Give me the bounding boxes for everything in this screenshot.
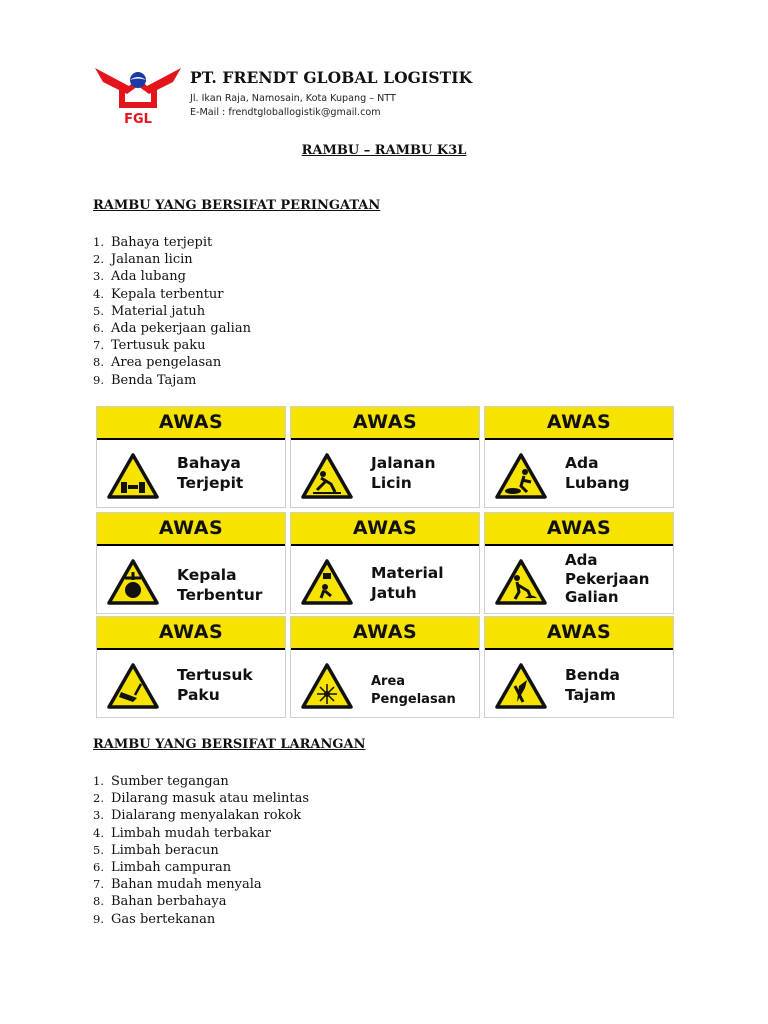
sign-label-line: Area xyxy=(371,674,406,689)
warning-section-heading: RAMBU YANG BERSIFAT PERINGATAN xyxy=(93,198,381,213)
list-item: 5. Material jatuh xyxy=(93,303,206,319)
list-item: 7. Tertusuk paku xyxy=(93,338,206,354)
sign-label-line: Jalanan xyxy=(371,454,436,472)
company-info xyxy=(190,68,472,118)
list-item: 3. Dialarang menyalakan rokok xyxy=(93,808,302,824)
head-bump-icon xyxy=(107,558,159,606)
list-item: 8. Bahan berbahaya xyxy=(93,894,227,910)
sign-jalanan-licin xyxy=(290,406,480,508)
sign-tertusuk-paku xyxy=(96,616,286,718)
warning-signs-grid xyxy=(96,406,674,718)
list-item: 6. Limbah campuran xyxy=(93,859,232,875)
sign-header: AWAS xyxy=(291,407,479,438)
sign-label-line: Material xyxy=(371,564,444,582)
document-title: RAMBU – RAMBU K3L xyxy=(301,143,467,158)
logo-text: FGL xyxy=(124,112,152,126)
sign-area-pengelasan xyxy=(290,616,480,718)
list-item: 4. Limbah mudah terbakar xyxy=(93,825,272,841)
sign-header: AWAS xyxy=(97,407,285,438)
sharp-object-icon xyxy=(495,662,547,710)
sign-label-line: Paku xyxy=(177,686,220,704)
list-item: 2. Jalanan licin xyxy=(93,252,193,268)
sign-label-line: Benda xyxy=(565,666,620,684)
sign-label-line: Kepala xyxy=(177,566,237,584)
sign-label-line: Pengelasan xyxy=(371,692,456,707)
list-item: 4. Kepala terbentur xyxy=(93,286,224,302)
sign-label-line: Tajam xyxy=(565,686,616,704)
list-item: 6. Ada pekerjaan galian xyxy=(93,320,251,336)
list-item: 3. Ada lubang xyxy=(93,269,186,285)
sign-ada-pekerjaan-galian xyxy=(484,512,674,614)
list-item: 9. Benda Tajam xyxy=(93,372,197,388)
sign-header: AWAS xyxy=(485,513,673,544)
sign-ada-lubang xyxy=(484,406,674,508)
welding-spark-icon xyxy=(301,662,353,710)
list-item: 1. Sumber tegangan xyxy=(93,774,229,789)
slippery-road-icon xyxy=(301,452,353,500)
list-item: 9. Gas bertekanan xyxy=(93,911,216,927)
sign-header: AWAS xyxy=(97,617,285,648)
sign-label-line: Pekerjaan xyxy=(565,569,650,588)
sign-bahaya-terjepit xyxy=(96,406,286,508)
digging-icon xyxy=(495,558,547,606)
sign-material-jatuh xyxy=(290,512,480,614)
company-email: E-Mail : frendtgloballogistik@gmail.com xyxy=(190,107,381,118)
sign-label-line: Bahaya xyxy=(177,454,241,472)
nail-puncture-icon xyxy=(107,662,159,710)
letterhead xyxy=(93,64,693,128)
list-item: 5. Limbah beracun xyxy=(93,842,219,858)
sign-kepala-terbentur xyxy=(96,512,286,614)
list-item: 1. Bahaya terjepit xyxy=(93,235,213,250)
sign-label-line: Ada xyxy=(565,551,598,569)
company-name: PT. FRENDT GLOBAL LOGISTIK xyxy=(190,68,473,87)
sign-header: AWAS xyxy=(291,617,479,648)
sign-benda-tajam xyxy=(484,616,674,718)
sign-label-line: Jatuh xyxy=(371,584,417,602)
list-item: 7. Bahan mudah menyala xyxy=(93,877,262,893)
prohibition-list xyxy=(93,773,309,928)
sign-header: AWAS xyxy=(485,407,673,438)
falling-material-icon xyxy=(301,558,353,606)
sign-label-line: Ada xyxy=(565,454,599,472)
sign-label-line: Licin xyxy=(371,474,412,492)
company-address: Jl. Ikan Raja, Namosain, Kota Kupang – NTT xyxy=(190,93,396,104)
list-item: 8. Area pengelasan xyxy=(93,355,222,371)
sign-label-line: Galian xyxy=(565,588,619,606)
prohibition-section-heading: RAMBU YANG BERSIFAT LARANGAN xyxy=(93,737,366,752)
sign-header: AWAS xyxy=(485,617,673,648)
sign-label-line: Terjepit xyxy=(177,474,244,492)
sign-header: AWAS xyxy=(291,513,479,544)
warning-list xyxy=(93,234,251,389)
sign-label-line: Terbentur xyxy=(177,586,263,604)
sign-label-line: Lubang xyxy=(565,474,630,492)
sign-header: AWAS xyxy=(97,513,285,544)
list-item: 2. Dilarang masuk atau melintas xyxy=(93,791,309,807)
sign-label-line: Tertusuk xyxy=(177,666,253,684)
fgl-logo-icon xyxy=(93,64,183,126)
hand-pinch-icon xyxy=(107,452,159,500)
hole-icon xyxy=(495,452,547,500)
